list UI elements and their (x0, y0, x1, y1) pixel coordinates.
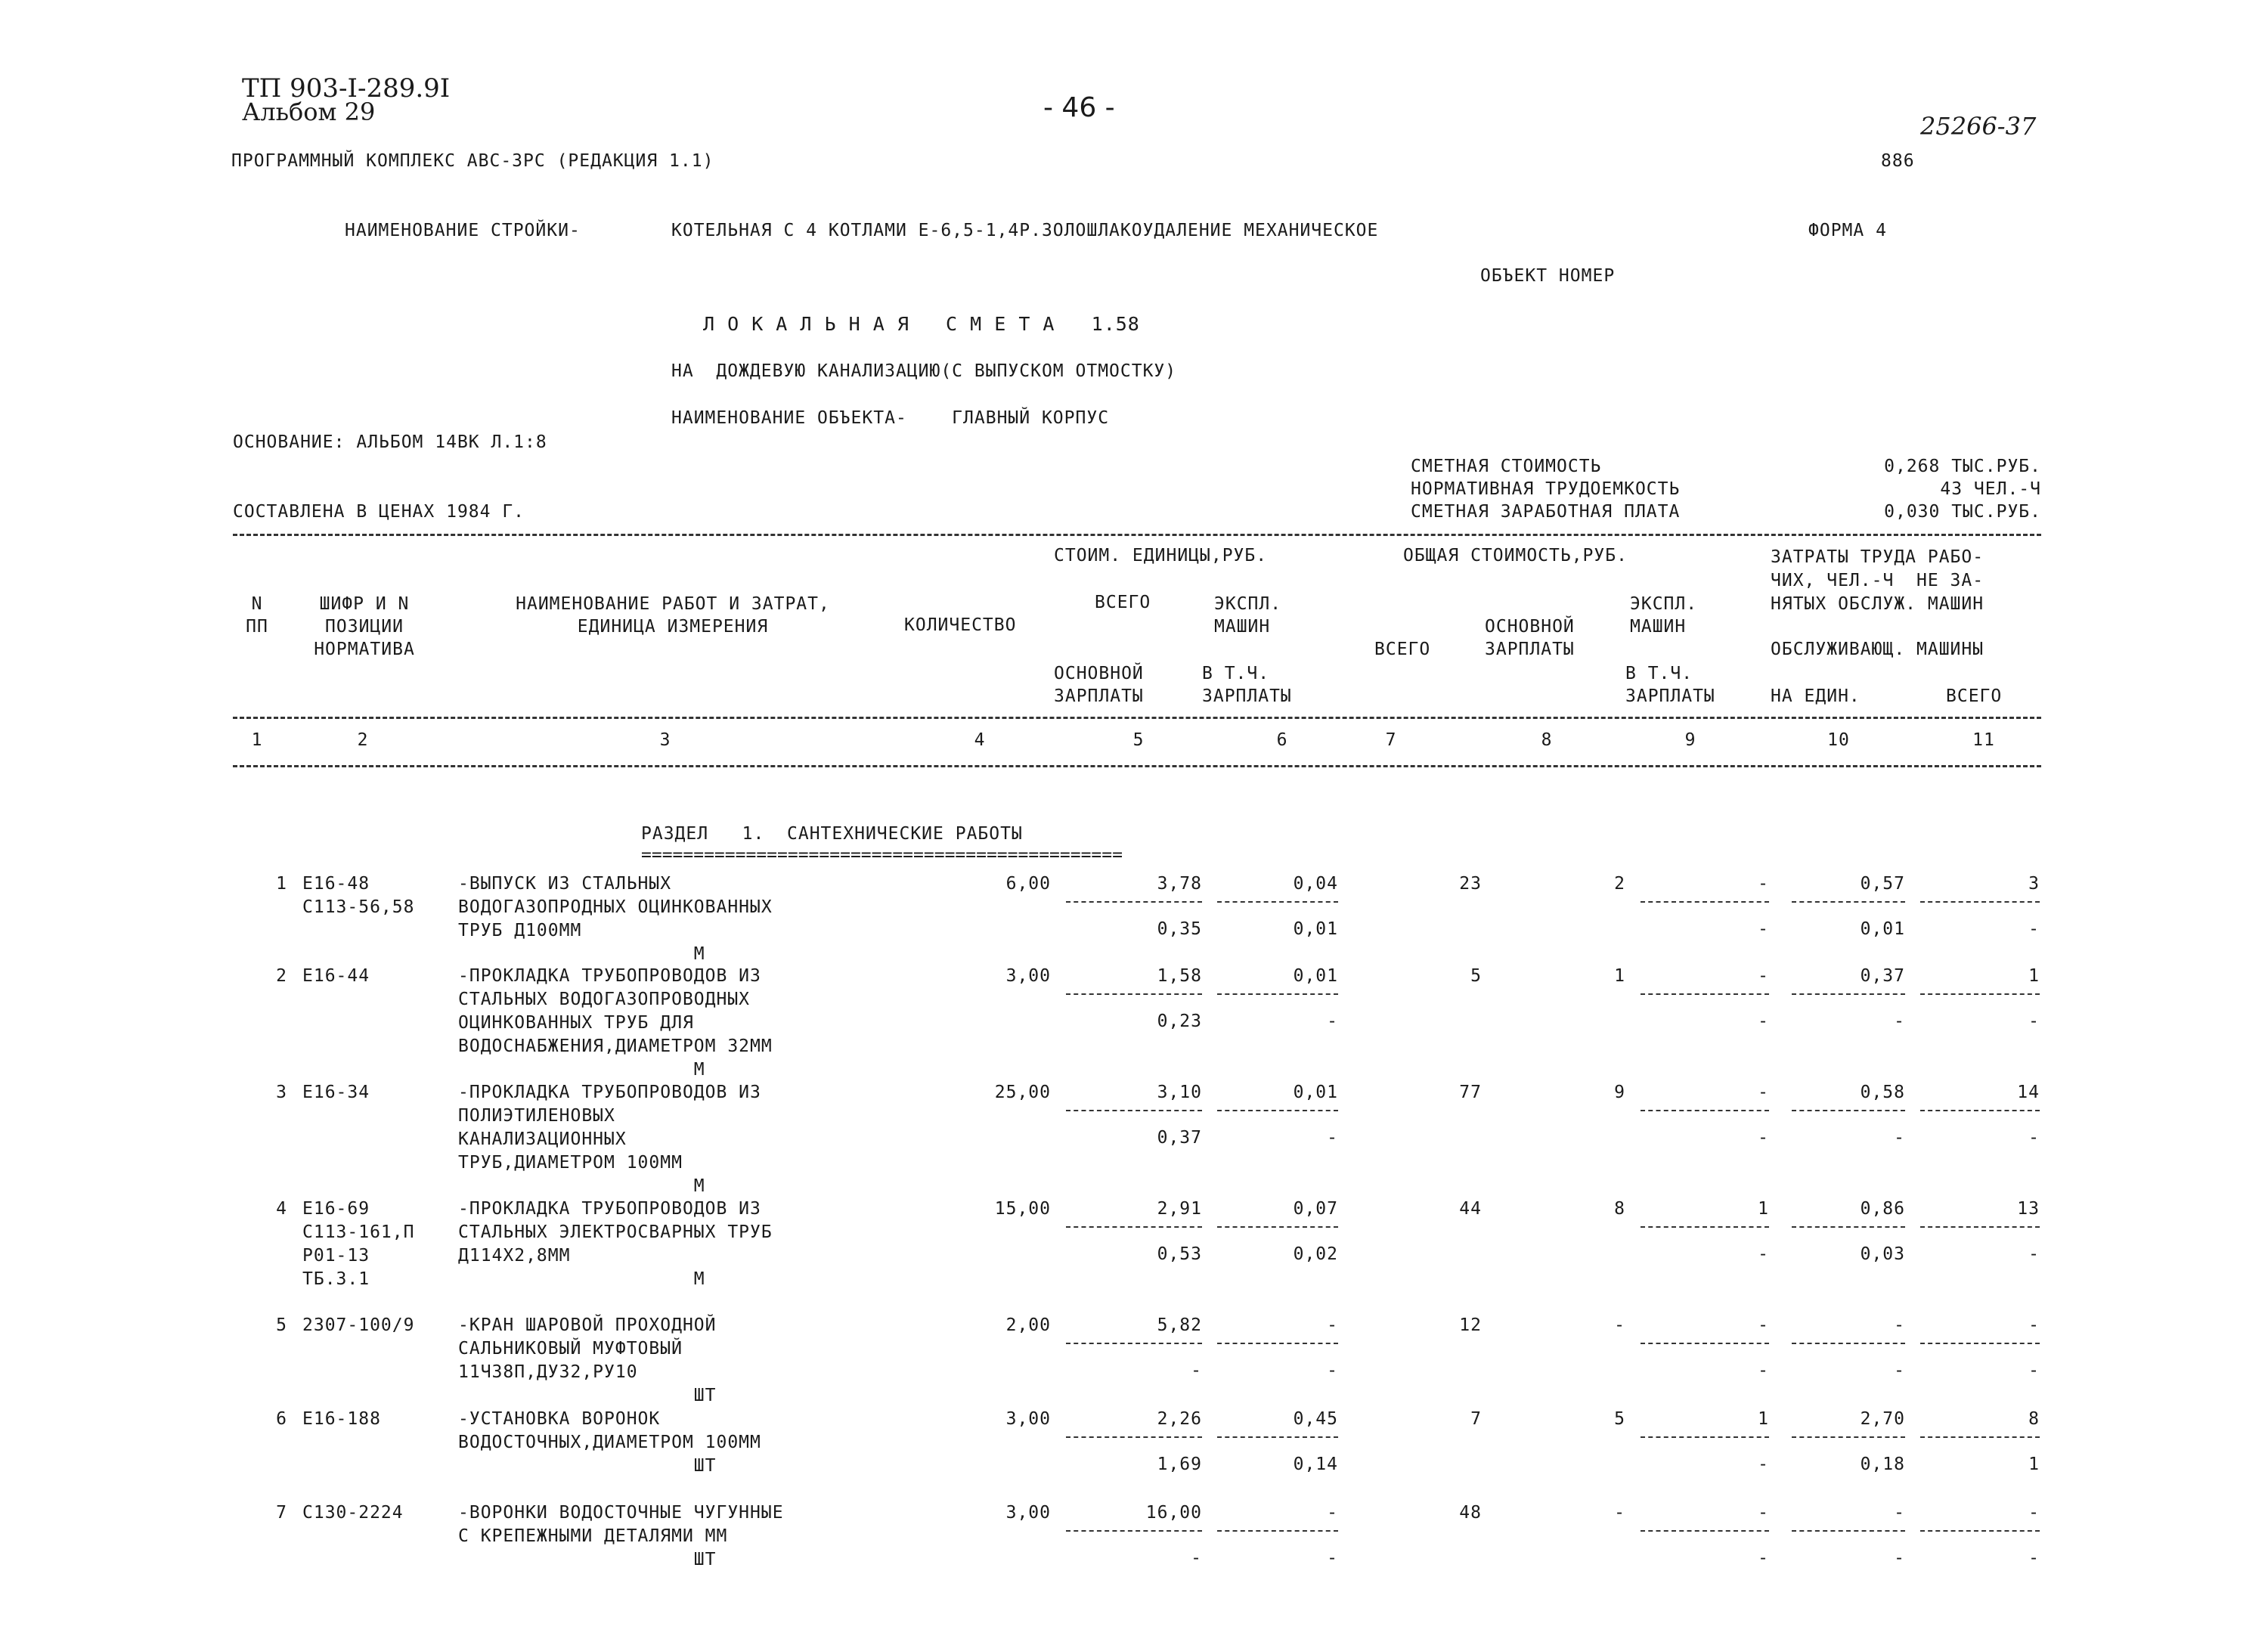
sheet-code: 886 (1881, 151, 1915, 171)
col-unit-mach-wage-header: В Т.Ч. ЗАРПЛАТЫ (1202, 664, 1292, 706)
row-3-u-mach: 0,01 (1293, 1083, 1338, 1102)
row-3-separator (1641, 1110, 1769, 1111)
row-2-separator (1066, 993, 1202, 995)
row-6-separator (1066, 1436, 1202, 1438)
row-3-u-wage: 0,37 (1157, 1128, 1202, 1148)
row-3-u-total: 3,10 (1157, 1083, 1202, 1102)
row-2-t-mach: - (1758, 966, 1769, 986)
row-7-name: -ВОРОНКИ ВОДОСТОЧНЫЕ ЧУГУННЫЕ С КРЕПЕЖНЫМИ ДЕТАЛЯМИ ММ ШТ (458, 1503, 784, 1569)
row-2-separator (1920, 993, 2040, 995)
row-5-n: 5 (276, 1315, 287, 1335)
row-3-name: -ПРОКЛАДКА ТРУБОПРОВОДОВ ИЗ ПОЛИЭТИЛЕНОВЫХ КАНАЛИЗАЦИОННЫХ ТРУБ,ДИАМЕТРОМ 100ММ М (458, 1083, 761, 1196)
row-2-separator (1641, 993, 1769, 995)
row-1-l-mach-total: - (2028, 919, 2040, 939)
row-4-separator (1792, 1226, 1905, 1228)
row-3-separator (1066, 1110, 1202, 1111)
row-2-code: Е16-44 (302, 966, 370, 986)
col-labor-unit-header: НА ЕДИН. (1771, 686, 1861, 706)
col-num-7: 7 (1385, 730, 1397, 750)
row-7-separator (1792, 1530, 1905, 1532)
row-4-u-wage: 0,53 (1157, 1244, 1202, 1264)
row-2-t-all: 5 (1470, 966, 1482, 986)
row-2-u-wage: 0,23 (1157, 1012, 1202, 1031)
row-4-name: -ПРОКЛАДКА ТРУБОПРОВОДОВ ИЗ СТАЛЬНЫХ ЭЛЕКТРОСВАРНЫХ ТРУБ Д114Х2,8ММ М (458, 1199, 773, 1289)
summary-label-cost: СМЕТНАЯ СТОИМОСТЬ (1411, 457, 1602, 476)
row-5-t-mach: - (1758, 1315, 1769, 1335)
col-labor-header: ЗАТРАТЫ ТРУДА РАБО- ЧИХ, ЧЕЛ.-Ч НЕ ЗА- НЯТЫХ ОБСЛУЖ. МАШИН (1771, 547, 1984, 614)
col-total-wage-header: ОСНОВНОЙ ЗАРПЛАТЫ (1485, 617, 1575, 659)
row-6-t-all: 7 (1470, 1409, 1482, 1429)
col-num-4: 4 (974, 730, 986, 750)
row-7-t-wage: - (1614, 1503, 1625, 1523)
row-7-u-mach: - (1327, 1503, 1338, 1523)
row-5-separator (1792, 1343, 1905, 1344)
row-1-l-total: 3 (2028, 874, 2040, 894)
row-1-u-mach: 0,04 (1293, 874, 1338, 894)
row-7-l-unit: - (1894, 1503, 1905, 1523)
album-label: Альбом 29 (242, 98, 376, 126)
row-7-n: 7 (276, 1503, 287, 1523)
row-3-u-mach-wage: - (1327, 1128, 1338, 1148)
row-6-separator (1920, 1436, 2040, 1438)
row-5-name: -КРАН ШАРОВОЙ ПРОХОДНОЙ САЛЬНИКОВЫЙ МУФТОВЫЙ 11Ч38П,ДУ32,РУ10 ШТ (458, 1315, 717, 1405)
col-unit-total-header: ВСЕГО (1095, 593, 1151, 612)
row-7-u-wage: - (1191, 1548, 1202, 1568)
row-1-t-all: 23 (1459, 874, 1482, 894)
col-num-10: 10 (1827, 730, 1850, 750)
row-1-separator (1920, 901, 2040, 903)
row-2-separator (1792, 993, 1905, 995)
row-7-t-mach-wage: - (1758, 1548, 1769, 1568)
row-2-u-mach: 0,01 (1293, 966, 1338, 986)
col-code-header: ШИФР И N ПОЗИЦИИ НОРМАТИВА (314, 594, 415, 659)
row-2-u-total: 1,58 (1157, 966, 1202, 986)
col-total-mach-wage-header: В Т.Ч. ЗАРПЛАТЫ (1625, 664, 1715, 706)
section-title: РАЗДЕЛ 1. САНТЕХНИЧЕСКИЕ РАБОТЫ (641, 824, 1023, 844)
row-4-l-unit: 0,86 (1860, 1199, 1905, 1219)
row-5-l-mach-total: - (2028, 1361, 2040, 1380)
row-3-separator (1792, 1110, 1905, 1111)
row-6-qty: 3,00 (1005, 1409, 1051, 1429)
col-number-header: N ПП (246, 594, 268, 637)
row-3-t-all: 77 (1459, 1083, 1482, 1102)
row-1-t-mach: - (1758, 874, 1769, 894)
col-unit-wage-header: ОСНОВНОЙ ЗАРПЛАТЫ (1054, 664, 1144, 706)
row-7-t-all: 48 (1459, 1503, 1482, 1523)
doc-code: ТП 903-I-289.9I (242, 73, 451, 104)
row-5-u-mach-wage: - (1327, 1361, 1338, 1380)
row-5-t-wage: - (1614, 1315, 1625, 1335)
row-7-separator (1920, 1530, 2040, 1532)
row-1-qty: 6,00 (1005, 874, 1051, 894)
row-4-t-wage: 8 (1614, 1199, 1625, 1219)
row-7-u-total: 16,00 (1145, 1503, 1202, 1523)
summary-label-labor: НОРМАТИВНАЯ ТРУДОЕМКОСТЬ (1411, 479, 1681, 499)
row-1-code: Е16-48 С113-56,58 (302, 874, 415, 917)
col-num-11: 11 (1972, 730, 1995, 750)
row-6-separator (1641, 1436, 1769, 1438)
row-4-t-all: 44 (1459, 1199, 1482, 1219)
row-5-u-wage: - (1191, 1361, 1202, 1380)
col-num-2: 2 (357, 730, 369, 750)
row-6-code: Е16-188 (302, 1409, 381, 1429)
row-4-u-mach-wage: 0,02 (1293, 1244, 1338, 1264)
col-num-6: 6 (1276, 730, 1288, 750)
row-6-l-unit: 2,70 (1860, 1409, 1905, 1429)
row-3-separator (1217, 1110, 1338, 1111)
row-3-qty: 25,00 (994, 1083, 1051, 1102)
row-7-separator (1217, 1530, 1338, 1532)
row-2-l-total: 1 (2028, 966, 2040, 986)
row-4-code: Е16-69 С113-161,П Р01-13 ТБ.3.1 (302, 1199, 415, 1289)
row-7-u-mach-wage: - (1327, 1548, 1338, 1568)
col-num-1: 1 (251, 730, 263, 750)
row-5-l-unit: - (1894, 1315, 1905, 1335)
row-5-code: 2307-100/9 (302, 1315, 415, 1335)
row-1-l-mach-unit: 0,01 (1860, 919, 1905, 939)
header-bottom-rule (233, 765, 2041, 767)
col-total-cost-header: ОБЩАЯ СТОИМОСТЬ,РУБ. (1403, 546, 1628, 565)
row-7-code: С130-2224 (302, 1503, 404, 1523)
row-5-separator (1217, 1343, 1338, 1344)
row-1-separator (1066, 901, 1202, 903)
row-3-l-mach-total: - (2028, 1128, 2040, 1148)
page-number: - 46 - (1043, 92, 1115, 123)
row-6-separator (1217, 1436, 1338, 1438)
row-2-u-mach-wage: - (1327, 1012, 1338, 1031)
row-7-qty: 3,00 (1005, 1503, 1051, 1523)
row-7-separator (1641, 1530, 1769, 1532)
row-1-t-wage: 2 (1614, 874, 1625, 894)
row-5-separator (1641, 1343, 1769, 1344)
row-4-separator (1920, 1226, 2040, 1228)
row-3-separator (1920, 1110, 2040, 1111)
row-4-l-total: 13 (2017, 1199, 2040, 1219)
row-6-t-wage: 5 (1614, 1409, 1625, 1429)
row-5-separator (1066, 1343, 1202, 1344)
row-4-u-mach: 0,07 (1293, 1199, 1338, 1219)
row-7-l-mach-total: - (2028, 1548, 2040, 1568)
row-1-separator (1641, 901, 1769, 903)
prices-line: СОСТАВЛЕНА В ЦЕНАХ 1984 Г. (233, 502, 525, 522)
row-4-qty: 15,00 (994, 1199, 1051, 1219)
col-num-3: 3 (659, 730, 671, 750)
col-labor-mach-header: ОБСЛУЖИВАЮЩ. МАШИНЫ (1771, 640, 1984, 659)
row-1-u-mach-wage: 0,01 (1293, 919, 1338, 939)
row-6-l-mach-total: 1 (2028, 1455, 2040, 1474)
row-4-u-total: 2,91 (1157, 1199, 1202, 1219)
row-4-t-mach-wage: - (1758, 1244, 1769, 1264)
row-5-l-total: - (2028, 1315, 2040, 1335)
row-6-n: 6 (276, 1409, 287, 1429)
row-1-l-unit: 0,57 (1860, 874, 1905, 894)
col-qty-header: КОЛИЧЕСТВО (904, 615, 1017, 635)
row-1-separator (1792, 901, 1905, 903)
row-7-l-total: - (2028, 1503, 2040, 1523)
summary-value-cost: 0,268 ТЫС.РУБ. (1884, 457, 2041, 476)
row-1-u-wage: 0,35 (1157, 919, 1202, 939)
summary-value-wage: 0,030 ТЫС.РУБ. (1884, 502, 2041, 522)
row-1-separator (1217, 901, 1338, 903)
row-6-l-total: 8 (2028, 1409, 2040, 1429)
row-1-t-mach-wage: - (1758, 919, 1769, 939)
row-6-u-wage: 1,69 (1157, 1455, 1202, 1474)
row-1-n: 1 (276, 874, 287, 894)
row-5-t-all: 12 (1459, 1315, 1482, 1335)
archive-number: 25266-37 (1920, 112, 2037, 141)
row-7-t-mach: - (1758, 1503, 1769, 1523)
row-3-code: Е16-34 (302, 1083, 370, 1102)
col-num-9: 9 (1684, 730, 1696, 750)
estimate-subject: НА ДОЖДЕВУЮ КАНАЛИЗАЦИЮ(С ВЫПУСКОМ ОТМОСТКУ) (671, 361, 1177, 381)
row-7-l-mach-unit: - (1894, 1548, 1905, 1568)
row-4-separator (1641, 1226, 1769, 1228)
row-6-t-mach: 1 (1758, 1409, 1769, 1429)
col-unit-cost-header: СТОИМ. ЕДИНИЦЫ,РУБ. (1054, 546, 1268, 565)
row-6-t-mach-wage: - (1758, 1455, 1769, 1474)
row-2-separator (1217, 993, 1338, 995)
header-top-rule (233, 534, 2041, 536)
row-3-n: 3 (276, 1083, 287, 1102)
row-2-l-unit: 0,37 (1860, 966, 1905, 986)
col-labor-total-header: ВСЕГО (1946, 686, 2003, 706)
estimate-title: Л О К А Л Ь Н А Я С М Е Т А 1.58 (703, 313, 1140, 335)
col-unit-mach-header: ЭКСПЛ. МАШИН (1214, 594, 1282, 637)
row-4-separator (1066, 1226, 1202, 1228)
row-6-name: -УСТАНОВКА ВОРОНОК ВОДОСТОЧНЫХ,ДИАМЕТРОМ 100ММ ШТ (458, 1409, 761, 1476)
row-3-l-mach-unit: - (1894, 1128, 1905, 1148)
construction-name: КОТЕЛЬНАЯ С 4 КОТЛАМИ Е-6,5-1,4Р.ЗОЛОШЛАКОУДАЛЕНИЕ МЕХАНИЧЕСКОЕ (671, 221, 1379, 240)
row-4-separator (1217, 1226, 1338, 1228)
header-mid-rule (233, 717, 2041, 719)
row-5-qty: 2,00 (1005, 1315, 1051, 1335)
row-1-name: -ВЫПУСК ИЗ СТАЛЬНЫХ ВОДОГАЗОПРОДНЫХ ОЦИНКОВАННЫХ ТРУБ Д100ММ М (458, 874, 773, 964)
object-name: НАИМЕНОВАНИЕ ОБЪЕКТА- ГЛАВНЫЙ КОРПУС (671, 408, 1110, 428)
col-num-8: 8 (1541, 730, 1553, 750)
form-label: ФОРМА 4 (1808, 221, 1887, 240)
section-underline: ============================================== (641, 845, 1123, 865)
row-6-u-mach: 0,45 (1293, 1409, 1338, 1429)
row-3-t-mach-wage: - (1758, 1128, 1769, 1148)
row-5-l-mach-unit: - (1894, 1361, 1905, 1380)
basis-line: ОСНОВАНИЕ: АЛЬБОМ 14ВК Л.1:8 (233, 432, 547, 452)
row-2-l-mach-total: - (2028, 1012, 2040, 1031)
row-1-u-total: 3,78 (1157, 874, 1202, 894)
row-4-t-mach: 1 (1758, 1199, 1769, 1219)
summary-label-wage: СМЕТНАЯ ЗАРАБОТНАЯ ПЛАТА (1411, 502, 1681, 522)
row-5-u-total: 5,82 (1157, 1315, 1202, 1335)
row-4-n: 4 (276, 1199, 287, 1219)
object-number: ОБЪЕКТ НОМЕР (1480, 266, 1616, 286)
row-4-l-mach-total: - (2028, 1244, 2040, 1264)
row-4-l-mach-unit: 0,03 (1860, 1244, 1905, 1264)
col-total-mach-header: ЭКСПЛ. МАШИН (1630, 594, 1698, 637)
row-6-l-mach-unit: 0,18 (1860, 1455, 1905, 1474)
row-2-qty: 3,00 (1005, 966, 1051, 986)
program-line: ПРОГРАММНЫЙ КОМПЛЕКС АВС-3РС (РЕДАКЦИЯ 1.1) (231, 151, 714, 171)
col-num-5: 5 (1132, 730, 1145, 750)
col-total-all-header: ВСЕГО (1374, 640, 1431, 659)
row-2-t-wage: 1 (1614, 966, 1625, 986)
col-name-header: НАИМЕНОВАНИЕ РАБОТ И ЗАТРАТ, ЕДИНИЦА ИЗМЕРЕНИЯ (516, 594, 830, 637)
row-6-separator (1792, 1436, 1905, 1438)
row-3-l-total: 14 (2017, 1083, 2040, 1102)
summary-value-labor: 43 ЧЕЛ.-Ч (1940, 479, 2041, 499)
row-5-u-mach: - (1327, 1315, 1338, 1335)
row-3-t-wage: 9 (1614, 1083, 1625, 1102)
row-5-t-mach-wage: - (1758, 1361, 1769, 1380)
row-7-separator (1066, 1530, 1202, 1532)
row-2-l-mach-unit: - (1894, 1012, 1905, 1031)
row-5-separator (1920, 1343, 2040, 1344)
row-3-t-mach: - (1758, 1083, 1769, 1102)
row-3-l-unit: 0,58 (1860, 1083, 1905, 1102)
row-2-n: 2 (276, 966, 287, 986)
construction-label: НАИМЕНОВАНИЕ СТРОЙКИ- (345, 221, 581, 240)
row-6-u-mach-wage: 0,14 (1293, 1455, 1338, 1474)
row-2-name: -ПРОКЛАДКА ТРУБОПРОВОДОВ ИЗ СТАЛЬНЫХ ВОДОГАЗОПРОВОДНЫХ ОЦИНКОВАННЫХ ТРУБ ДЛЯ ВОДОСНАБЖЕНИЯ,ДИАМЕТРОМ 32ММ М (458, 966, 773, 1080)
row-2-t-mach-wage: - (1758, 1012, 1769, 1031)
row-6-u-total: 2,26 (1157, 1409, 1202, 1429)
